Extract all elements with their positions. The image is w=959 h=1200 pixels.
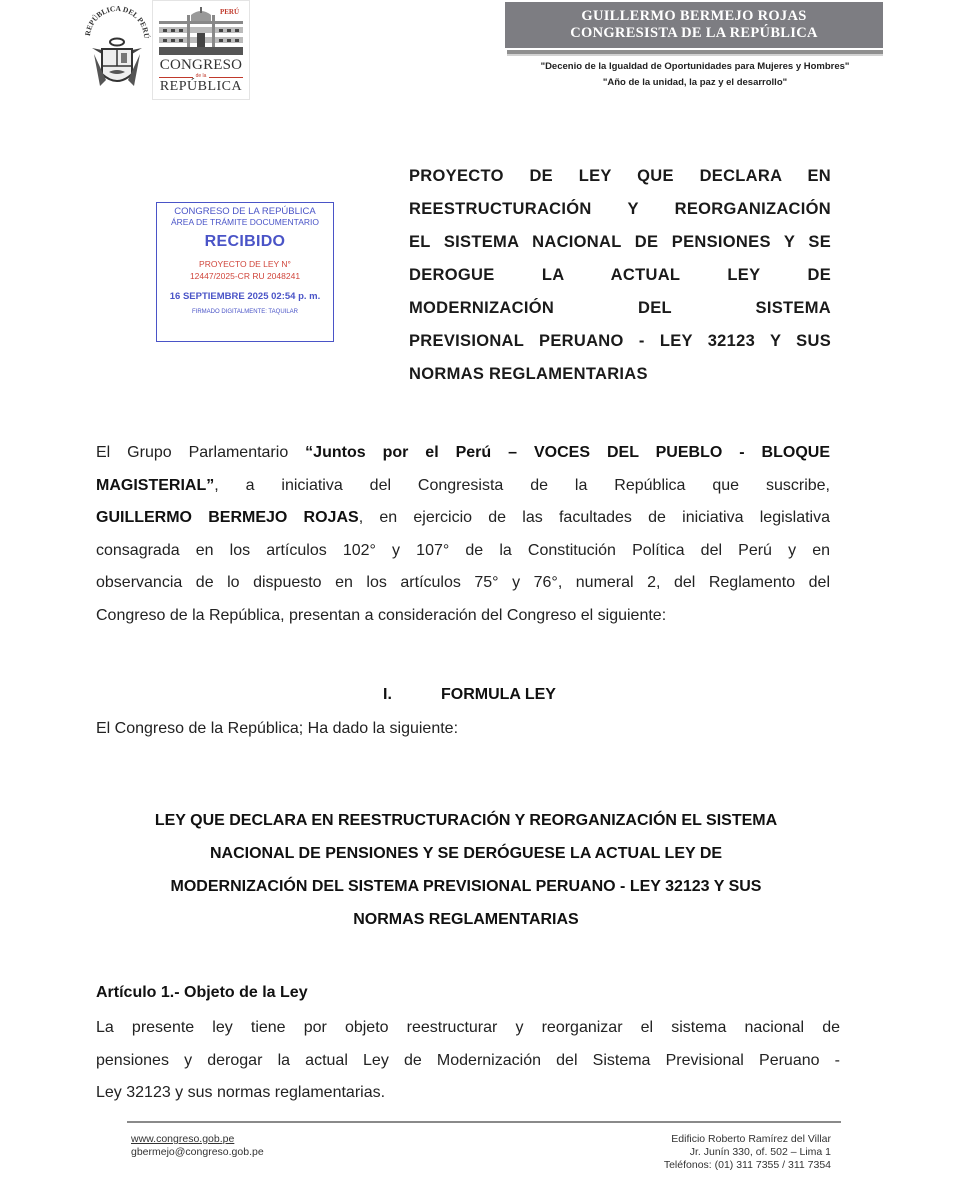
motto-decade: "Decenio de la Igualdad de Oportunidades para Mujeres y Hombres" (540, 61, 850, 72)
bill-title-line: DEROGUE LA ACTUAL LEY DE (409, 266, 831, 284)
logo-word-congreso: CONGRESO (159, 57, 243, 73)
motto-year: "Año de la unidad, la paz y el desarrollo" (602, 77, 788, 88)
article-1-heading: Artículo 1.- Objeto de la Ley (96, 984, 308, 1001)
intro-text: , a iniciativa del Congresista de la República que suscribe, (214, 476, 830, 494)
svg-text:REPÚBLICA DEL PERÚ: REPÚBLICA DEL PERÚ (83, 4, 152, 39)
intro-paragraph (96, 437, 830, 632)
footer-contacts (131, 1133, 264, 1159)
enactment-clause: El Congreso de la República; Ha dado la siguiente: (96, 720, 459, 737)
congress-building-icon (159, 7, 243, 55)
logo-de-la: de la (195, 73, 207, 79)
footer-website-link[interactable]: www.congreso.gob.pe (131, 1133, 235, 1145)
intro-text: consagrada en los artículos 102° y 107° de la Constitución Política del Perú y en (96, 541, 830, 559)
congreso-logo (152, 0, 250, 100)
bill-title-line: PREVISIONAL PERUANO - LEY 32123 Y SUS (409, 332, 831, 350)
stamp-project-number: 12447/2025-CR RU 2048241 (189, 271, 301, 281)
stamp-institution: CONGRESO DE LA REPÚBLICA (174, 206, 316, 217)
footer-address (560, 1133, 831, 1172)
bill-title (409, 160, 831, 391)
bill-title-line: EL SISTEMA NACIONAL DE PENSIONES Y SE (409, 233, 831, 251)
section-title: FORMULA LEY (441, 686, 556, 703)
bill-title-line: PROYECTO DE LEY QUE DECLARA EN (409, 167, 831, 185)
intro-text: observancia de lo dispuesto en los artículos 75° y 76°, numeral 2, del Reglamento del (96, 574, 830, 591)
law-title (96, 804, 836, 936)
article-1-line: La presente ley tiene por objeto reestructurar y reorganizar el sistema nacional de (96, 1019, 840, 1036)
parliamentary-group-cont: MAGISTERIAL” (96, 476, 215, 494)
law-title-line: MODERNIZACIÓN DEL SISTEMA PREVISIONAL PERUANO - LEY 32123 Y SUS (170, 878, 762, 895)
footer-building: Edificio Roberto Ramírez del Villar (671, 1133, 831, 1145)
footer-divider (127, 1121, 841, 1123)
stamp-status: RECIBIDO (204, 233, 286, 250)
congressman-banner (505, 2, 883, 48)
article-1-line: Ley 32123 y sus normas reglamentarias. (96, 1084, 386, 1101)
bill-title-line: MODERNIZACIÓN DEL SISTEMA (409, 299, 831, 317)
banner-underline-light (507, 54, 883, 56)
bill-title-line: REESTRUCTURACIÓN Y REORGANIZACIÓN (409, 200, 831, 218)
banner-role: CONGRESISTA DE LA REPÚBLICA (570, 25, 818, 41)
reception-stamp (156, 202, 334, 342)
intro-text: Congreso de la República, presentan a consideración del Congreso el siguiente: (96, 606, 667, 624)
article-1-body (96, 1012, 840, 1110)
stamp-signature: FIRMADO DIGITALMENTE: TAQUILAR (191, 309, 298, 315)
article-1-line: pensiones y derogar la actual Ley de Modernización del Sistema Previsional Peruano - (96, 1051, 840, 1069)
section-heading (383, 686, 556, 704)
law-title-line: NACIONAL DE PENSIONES Y SE DERÓGUESE LA ACTUAL LEY DE (209, 845, 723, 862)
stamp-area: ÁREA DE TRÁMITE DOCUMENTARIO (171, 217, 319, 227)
peru-coat-of-arms-logo (82, 4, 152, 96)
stamp-datetime: 16 SEPTIEMBRE 2025 02:54 p. m. (169, 291, 321, 302)
parliamentary-group: “Juntos por el Perú – VOCES DEL PUEBLO - BLOQUE (305, 444, 830, 461)
footer-phones: Teléfonos: (01) 311 7355 / 311 7354 (663, 1159, 831, 1171)
intro-text: El Grupo Parlamentario (96, 444, 306, 461)
intro-text: , en ejercicio de las facultades de iniciativa legislativa (358, 509, 830, 526)
law-title-line: LEY QUE DECLARA EN REESTRUCTURACIÓN Y REORGANIZACIÓN EL SISTEMA (154, 812, 778, 829)
banner-name: GUILLERMO BERMEJO ROJAS (581, 8, 807, 24)
bill-title-line: NORMAS REGLAMENTARIAS (409, 365, 648, 383)
section-number: I. (383, 686, 392, 703)
logo-peru-text: PERÚ (219, 8, 239, 16)
logo-word-republica: REPÚBLICA (159, 79, 243, 94)
law-title-line: NORMAS REGLAMENTARIAS (353, 911, 579, 928)
congressman-name: GUILLERMO BERMEJO ROJAS (96, 509, 359, 526)
footer-street: Jr. Junín 330, of. 502 – Lima 1 (689, 1146, 831, 1158)
stamp-project-label: PROYECTO DE LEY N° (199, 259, 291, 269)
footer-email[interactable]: gbermejo@congreso.gob.pe (131, 1146, 264, 1158)
